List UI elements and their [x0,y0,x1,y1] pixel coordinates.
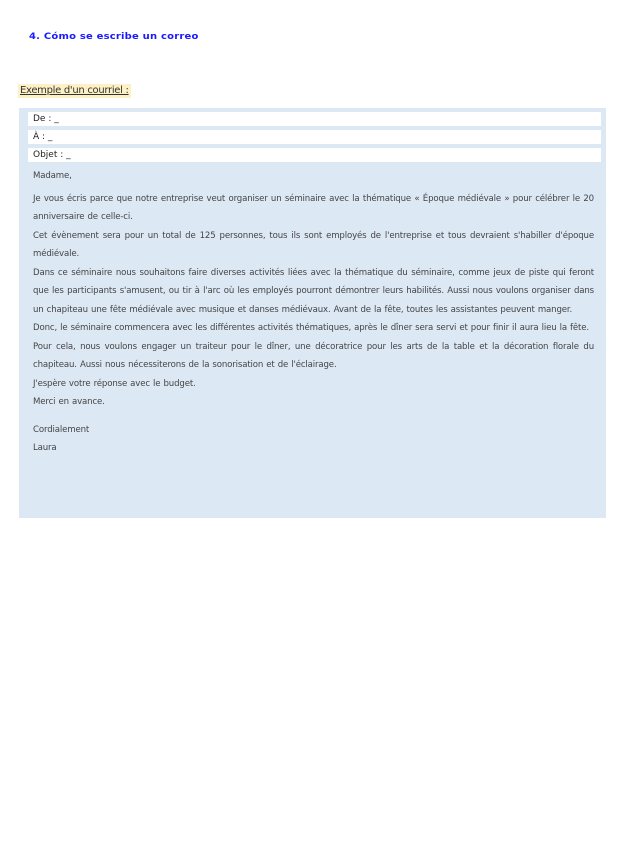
signature: Laura [33,443,57,453]
subject-field [28,148,601,162]
from-field [28,112,601,126]
paragraph-intro: Je vous écris parce que notre entreprise veut organiser un séminaire avec la thématique « Époque médiévale » pour célébrer le 20 anniversaire de celle-ci. [33,193,594,222]
salutation: Madame, [33,171,72,181]
closing: Cordialement [33,424,90,435]
paragraph-services: Pour cela, nous voulons engager un traiteur pour le dîner, une décoratrice pour les arts de la table et la décoration florale du chapiteau. Aussi nous nécessiterons de la sonorisation et de l'éclairage. [33,341,594,370]
paragraph-schedule: Donc, le séminaire commencera avec les différentes activités thématiques, après le dîner sera servi et pour finir il aura lieu la fête. [33,323,589,333]
example-label: Exemple d'un courriel : [20,85,129,96]
paragraph-attendees: Cet évènement sera pour un total de 125 personnes, tous ils sont employés de l'entreprise et tous devraient s'habiller d'époque médiévale. [33,230,594,259]
subject-label: Objet : _ [33,150,71,160]
paragraph-thanks: Merci en avance. [33,397,105,407]
email-example-box [19,108,606,518]
from-label: De : _ [33,114,59,124]
to-field [28,130,601,144]
to-label: À : _ [33,132,53,142]
paragraph-activities: Dans ce séminaire nous souhaitons faire diverses activités liées avec la thématique du séminaire, comme jeux de piste qui feront que les participants s'amusent, ou tir à l'arc où les employés pourront démontrer leurs habilités. Aussi nous voulons organiser dans un chapiteau une fête médiévale avec musique et danses médiévaux. Avant de la fête, toutes les assistantes peuvent manger. [33,267,594,315]
email-body [28,167,598,458]
section-title: 4. Cómo se escribe un correo [29,32,199,42]
paragraph-budget: J'espère votre réponse avec le budget. [33,378,196,389]
